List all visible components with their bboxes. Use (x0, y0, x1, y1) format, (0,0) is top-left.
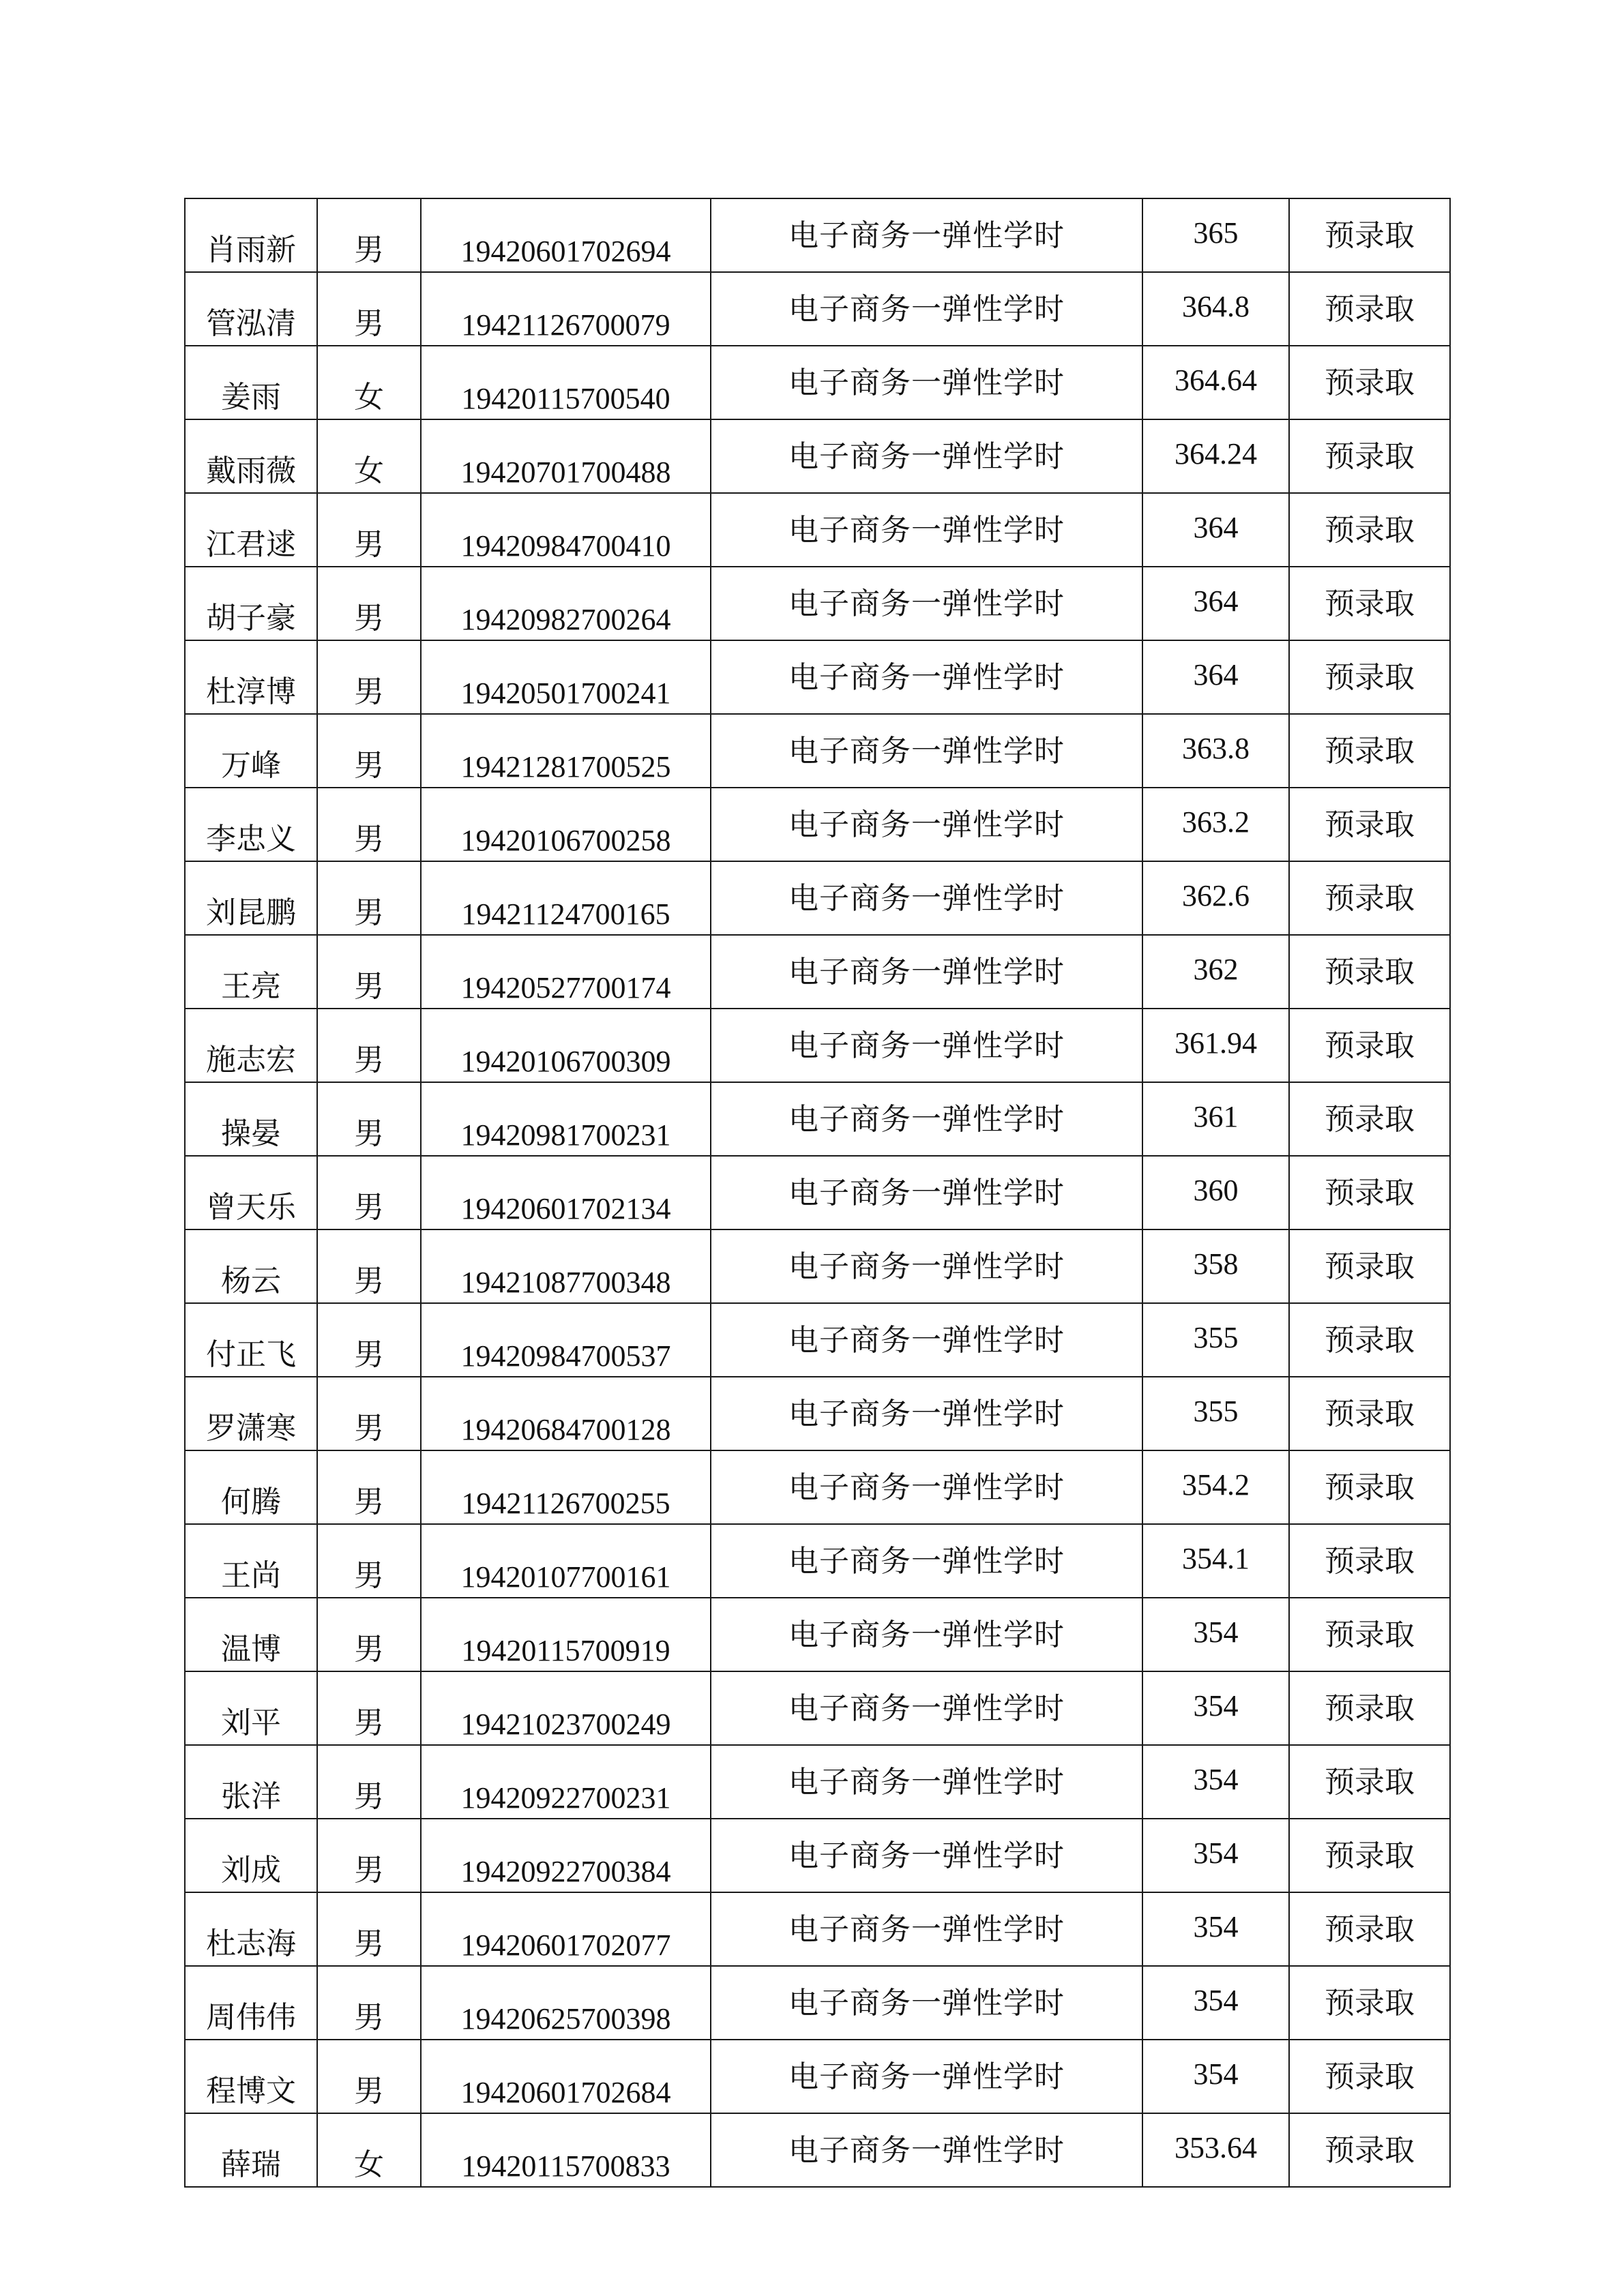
admission-status-cell: 预录取 (1289, 788, 1450, 861)
major-cell: 电子商务一弹性学时 (711, 1377, 1142, 1450)
admission-list-body (185, 198, 1450, 2187)
score-cell: 354 (1142, 1745, 1289, 1819)
exam-number-cell: 19420601702684 (421, 2040, 711, 2113)
score-cell: 354 (1142, 1819, 1289, 1892)
exam-number-cell: 19420984700410 (421, 493, 711, 567)
exam-number-cell: 19421281700525 (421, 714, 711, 788)
gender-cell: 男 (317, 198, 421, 272)
exam-number-cell: 19420107700161 (421, 1524, 711, 1598)
major-cell: 电子商务一弹性学时 (711, 1671, 1142, 1745)
admission-status-cell: 预录取 (1289, 1671, 1450, 1745)
major-cell: 电子商务一弹性学时 (711, 567, 1142, 640)
admission-status-cell: 预录取 (1289, 1745, 1450, 1819)
gender-cell: 男 (317, 493, 421, 567)
student-name-cell: 王亮 (185, 935, 317, 1009)
major-cell: 电子商务一弹性学时 (711, 2113, 1142, 2187)
student-name-cell: 罗潇寒 (185, 1377, 317, 1450)
score-cell: 353.64 (1142, 2113, 1289, 2187)
exam-number-cell: 19420501700241 (421, 640, 711, 714)
score-cell: 365 (1142, 198, 1289, 272)
score-cell: 354 (1142, 1892, 1289, 1966)
gender-cell: 男 (317, 1745, 421, 1819)
table-row (185, 1156, 1450, 1229)
exam-number-cell: 19420922700384 (421, 1819, 711, 1892)
gender-cell: 男 (317, 1671, 421, 1745)
table-row (185, 714, 1450, 788)
gender-cell: 男 (317, 1156, 421, 1229)
exam-number-cell: 19420625700398 (421, 1966, 711, 2040)
student-name-cell: 刘成 (185, 1819, 317, 1892)
admission-status-cell: 预录取 (1289, 1966, 1450, 2040)
student-name-cell: 戴雨薇 (185, 419, 317, 493)
admission-status-cell: 预录取 (1289, 1009, 1450, 1082)
table-row (185, 1524, 1450, 1598)
table-row (185, 2113, 1450, 2187)
gender-cell: 女 (317, 2113, 421, 2187)
admission-status-cell: 预录取 (1289, 1377, 1450, 1450)
student-name-cell: 程博文 (185, 2040, 317, 2113)
student-name-cell: 李忠义 (185, 788, 317, 861)
table-row (185, 1377, 1450, 1450)
table-row (185, 935, 1450, 1009)
table-row (185, 861, 1450, 935)
table-row (185, 567, 1450, 640)
gender-cell: 男 (317, 1303, 421, 1377)
gender-cell: 男 (317, 935, 421, 1009)
gender-cell: 男 (317, 714, 421, 788)
admission-status-cell: 预录取 (1289, 198, 1450, 272)
student-name-cell: 江君逑 (185, 493, 317, 567)
score-cell: 364.24 (1142, 419, 1289, 493)
student-name-cell: 温博 (185, 1598, 317, 1671)
exam-number-cell: 19420981700231 (421, 1082, 711, 1156)
major-cell: 电子商务一弹性学时 (711, 1303, 1142, 1377)
major-cell: 电子商务一弹性学时 (711, 346, 1142, 419)
major-cell: 电子商务一弹性学时 (711, 1156, 1142, 1229)
major-cell: 电子商务一弹性学时 (711, 272, 1142, 346)
table-row (185, 1450, 1450, 1524)
gender-cell: 男 (317, 1450, 421, 1524)
score-cell: 362.6 (1142, 861, 1289, 935)
score-cell: 363.8 (1142, 714, 1289, 788)
table-row (185, 419, 1450, 493)
major-cell: 电子商务一弹性学时 (711, 1819, 1142, 1892)
score-cell: 354 (1142, 2040, 1289, 2113)
student-name-cell: 操晏 (185, 1082, 317, 1156)
major-cell: 电子商务一弹性学时 (711, 1892, 1142, 1966)
student-name-cell: 刘平 (185, 1671, 317, 1745)
student-name-cell: 曾天乐 (185, 1156, 317, 1229)
gender-cell: 男 (317, 2040, 421, 2113)
student-name-cell: 刘昆鹏 (185, 861, 317, 935)
exam-number-cell: 19420601702134 (421, 1156, 711, 1229)
major-cell: 电子商务一弹性学时 (711, 1524, 1142, 1598)
exam-number-cell: 19421023700249 (421, 1671, 711, 1745)
admission-status-cell: 预录取 (1289, 346, 1450, 419)
table-row (185, 346, 1450, 419)
admission-status-cell: 预录取 (1289, 1892, 1450, 1966)
admission-status-cell: 预录取 (1289, 272, 1450, 346)
admission-list-table (184, 198, 1451, 2188)
score-cell: 364 (1142, 640, 1289, 714)
table-row (185, 198, 1450, 272)
table-row (185, 1303, 1450, 1377)
admission-status-cell: 预录取 (1289, 714, 1450, 788)
gender-cell: 女 (317, 346, 421, 419)
gender-cell: 男 (317, 1377, 421, 1450)
exam-number-cell: 19420982700264 (421, 567, 711, 640)
major-cell: 电子商务一弹性学时 (711, 1598, 1142, 1671)
major-cell: 电子商务一弹性学时 (711, 714, 1142, 788)
exam-number-cell: 19421126700255 (421, 1450, 711, 1524)
exam-number-cell: 19420701700488 (421, 419, 711, 493)
score-cell: 361 (1142, 1082, 1289, 1156)
student-name-cell: 胡子豪 (185, 567, 317, 640)
exam-number-cell: 19420601702694 (421, 198, 711, 272)
score-cell: 355 (1142, 1377, 1289, 1450)
exam-number-cell: 19420106700258 (421, 788, 711, 861)
student-name-cell: 付正飞 (185, 1303, 317, 1377)
table-row (185, 1229, 1450, 1303)
table-row (185, 1671, 1450, 1745)
major-cell: 电子商务一弹性学时 (711, 1009, 1142, 1082)
exam-number-cell: 19420601702077 (421, 1892, 711, 1966)
admission-status-cell: 预录取 (1289, 1524, 1450, 1598)
gender-cell: 男 (317, 1009, 421, 1082)
table-row (185, 2040, 1450, 2113)
gender-cell: 男 (317, 1892, 421, 1966)
gender-cell: 男 (317, 1598, 421, 1671)
admission-status-cell: 预录取 (1289, 1229, 1450, 1303)
major-cell: 电子商务一弹性学时 (711, 935, 1142, 1009)
table-row (185, 1009, 1450, 1082)
score-cell: 354 (1142, 1671, 1289, 1745)
student-name-cell: 姜雨 (185, 346, 317, 419)
student-name-cell: 杨云 (185, 1229, 317, 1303)
score-cell: 364.8 (1142, 272, 1289, 346)
exam-number-cell: 19420922700231 (421, 1745, 711, 1819)
score-cell: 354 (1142, 1966, 1289, 2040)
admission-status-cell: 预录取 (1289, 419, 1450, 493)
student-name-cell: 杜志海 (185, 1892, 317, 1966)
score-cell: 360 (1142, 1156, 1289, 1229)
score-cell: 364 (1142, 567, 1289, 640)
admission-status-cell: 预录取 (1289, 1303, 1450, 1377)
table-row (185, 1966, 1450, 2040)
admission-status-cell: 预录取 (1289, 567, 1450, 640)
admission-status-cell: 预录取 (1289, 2113, 1450, 2187)
admission-status-cell: 预录取 (1289, 935, 1450, 1009)
exam-number-cell: 19420115700919 (421, 1598, 711, 1671)
score-cell: 363.2 (1142, 788, 1289, 861)
admission-status-cell: 预录取 (1289, 493, 1450, 567)
student-name-cell: 杜淳博 (185, 640, 317, 714)
student-name-cell: 何腾 (185, 1450, 317, 1524)
student-name-cell: 薛瑞 (185, 2113, 317, 2187)
gender-cell: 男 (317, 1524, 421, 1598)
student-name-cell: 管泓清 (185, 272, 317, 346)
student-name-cell: 万峰 (185, 714, 317, 788)
student-name-cell: 肖雨新 (185, 198, 317, 272)
major-cell: 电子商务一弹性学时 (711, 2040, 1142, 2113)
table-row (185, 493, 1450, 567)
major-cell: 电子商务一弹性学时 (711, 419, 1142, 493)
gender-cell: 男 (317, 788, 421, 861)
score-cell: 358 (1142, 1229, 1289, 1303)
exam-number-cell: 19420984700537 (421, 1303, 711, 1377)
student-name-cell: 王尚 (185, 1524, 317, 1598)
exam-number-cell: 19420115700540 (421, 346, 711, 419)
gender-cell: 男 (317, 1229, 421, 1303)
table-row (185, 1082, 1450, 1156)
exam-number-cell: 19421124700165 (421, 861, 711, 935)
admission-status-cell: 预录取 (1289, 861, 1450, 935)
exam-number-cell: 19421087700348 (421, 1229, 711, 1303)
admission-status-cell: 预录取 (1289, 1156, 1450, 1229)
student-name-cell: 周伟伟 (185, 1966, 317, 2040)
score-cell: 354.2 (1142, 1450, 1289, 1524)
table-row (185, 1598, 1450, 1671)
major-cell: 电子商务一弹性学时 (711, 861, 1142, 935)
admission-status-cell: 预录取 (1289, 1082, 1450, 1156)
admission-status-cell: 预录取 (1289, 640, 1450, 714)
admission-status-cell: 预录取 (1289, 2040, 1450, 2113)
table-row (185, 788, 1450, 861)
gender-cell: 男 (317, 640, 421, 714)
major-cell: 电子商务一弹性学时 (711, 788, 1142, 861)
score-cell: 364 (1142, 493, 1289, 567)
student-name-cell: 张洋 (185, 1745, 317, 1819)
gender-cell: 男 (317, 1082, 421, 1156)
major-cell: 电子商务一弹性学时 (711, 1229, 1142, 1303)
student-name-cell: 施志宏 (185, 1009, 317, 1082)
gender-cell: 女 (317, 419, 421, 493)
admission-status-cell: 预录取 (1289, 1819, 1450, 1892)
score-cell: 354.1 (1142, 1524, 1289, 1598)
score-cell: 364.64 (1142, 346, 1289, 419)
table-row (185, 1745, 1450, 1819)
major-cell: 电子商务一弹性学时 (711, 1745, 1142, 1819)
exam-number-cell: 19420527700174 (421, 935, 711, 1009)
table-row (185, 1819, 1450, 1892)
major-cell: 电子商务一弹性学时 (711, 493, 1142, 567)
table-row (185, 640, 1450, 714)
major-cell: 电子商务一弹性学时 (711, 1082, 1142, 1156)
admission-status-cell: 预录取 (1289, 1598, 1450, 1671)
exam-number-cell: 19420684700128 (421, 1377, 711, 1450)
exam-number-cell: 19420106700309 (421, 1009, 711, 1082)
major-cell: 电子商务一弹性学时 (711, 1966, 1142, 2040)
gender-cell: 男 (317, 567, 421, 640)
major-cell: 电子商务一弹性学时 (711, 640, 1142, 714)
score-cell: 354 (1142, 1598, 1289, 1671)
exam-number-cell: 19421126700079 (421, 272, 711, 346)
score-cell: 362 (1142, 935, 1289, 1009)
major-cell: 电子商务一弹性学时 (711, 198, 1142, 272)
exam-number-cell: 19420115700833 (421, 2113, 711, 2187)
gender-cell: 男 (317, 1966, 421, 2040)
score-cell: 361.94 (1142, 1009, 1289, 1082)
gender-cell: 男 (317, 861, 421, 935)
admission-status-cell: 预录取 (1289, 1450, 1450, 1524)
score-cell: 355 (1142, 1303, 1289, 1377)
table-row (185, 1892, 1450, 1966)
major-cell: 电子商务一弹性学时 (711, 1450, 1142, 1524)
gender-cell: 男 (317, 272, 421, 346)
table-row (185, 272, 1450, 346)
gender-cell: 男 (317, 1819, 421, 1892)
